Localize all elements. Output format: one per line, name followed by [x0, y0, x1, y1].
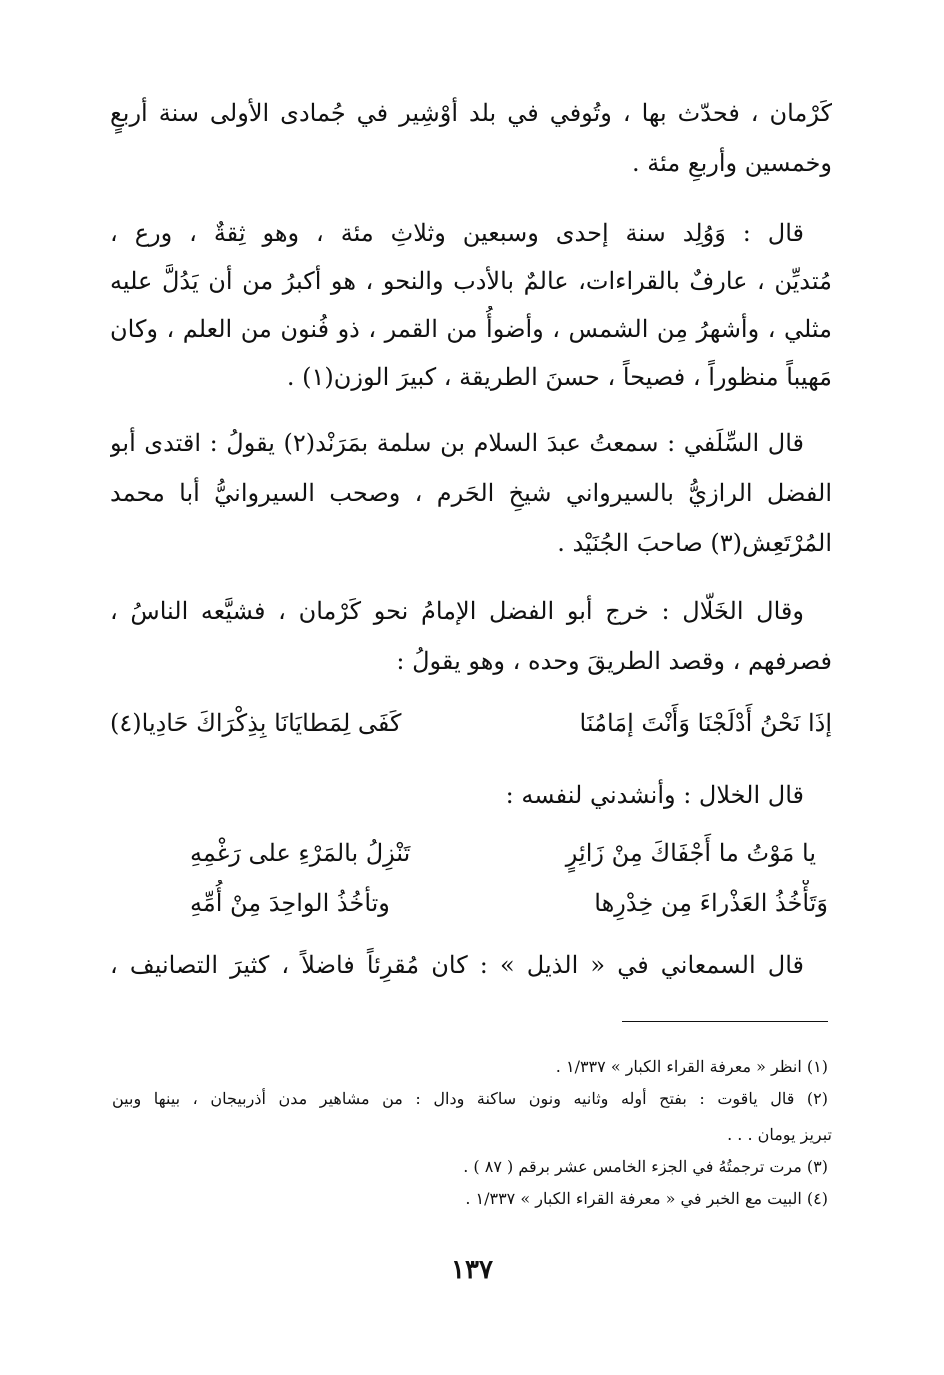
verse-1-first-hemistich: إذَا نَحْنُ أَدْلَجْنَا وَأَنْتَ إمَامُنَا — [579, 709, 832, 737]
footnote-2-line-1: (٢) قال ياقوت : بفتح أوله وثانيه ونون ساكنة ودال : من مشاهير مدن أذربيجان ، بينها وبين — [112, 1089, 828, 1108]
paragraph-3-line-3: المُرْتَعِش(٣) صاحبَ الجُنَيْد . — [557, 529, 832, 557]
paragraph-1-line-1: كَرْمان ، فحدّث بها ، وتُوفي في بلد أوْشِير في جُمادى الأولى سنة أربعٍ — [110, 99, 832, 127]
verse-2-first-hemistich: يا مَوْتُ ما أَجْفَاكَ مِنْ زَائِرٍ — [565, 839, 816, 867]
paragraph-2-line-2: مُتديِّن ، عارفٌ بالقراءات، عالمٌ بالأدب والنحو ، هو أكبرُ من أن يَدُلَّ عليه — [110, 267, 832, 295]
paragraph-4-line-2: فصرفهم ، وقصد الطريقَ وحده ، وهو يقولُ : — [396, 647, 832, 675]
page-number: ١٣٧ — [451, 1255, 493, 1285]
footnote-separator — [622, 1021, 828, 1022]
verse-1-second-hemistich: كَفَى لِمَطايَانَا بِذِكْرَاكَ حَادِيا(٤) — [110, 709, 402, 737]
paragraph-5: قال الخلال : وأنشدني لنفسه : — [505, 781, 804, 809]
paragraph-2-line-3: مثلي ، وأشهرُ مِن الشمس ، وأضوأُ من القمر ، ذو فُنون من العلم ، وكان — [110, 315, 832, 343]
footnote-3: (٣) مرت ترجمتُهُ في الجزء الخامس عشر برقم ( ٨٧ ) . — [463, 1157, 828, 1176]
verse-3-second-hemistich: وتأخُذُ الواحِدَ مِنْ أُمِّهِ — [190, 889, 390, 917]
footnote-2-line-2: تبريز يومان . . . — [727, 1125, 832, 1144]
paragraph-2-line-4: مَهيباً منظوراً ، فصيحاً ، حسنَ الطريقة ، كبيرَ الوزن(١) . — [286, 363, 832, 391]
paragraph-4-line-1: وقال الخَلّال : خرج أبو الفضل الإمامُ نحو كَرْمان ، فشيَّعه الناسُ ، — [110, 597, 804, 625]
paragraph-1-line-2: وخمسين وأربعِ مئة . — [631, 149, 832, 177]
footnote-1: (١) انظر « معرفة القراء الكبار » ١/٣٣٧ . — [555, 1057, 828, 1076]
verse-3-first-hemistich: وَتَأْخُذُ العَذْراءَ مِن خِدْرِها — [594, 889, 828, 917]
paragraph-3-line-1: قال السِّلَفي : سمعتُ عبدَ السلام بن سلمة بمَرَنْد(٢) يقولُ : اقتدى أبو — [110, 429, 804, 457]
verse-2-second-hemistich: تَنْزِلُ بالمَرْءِ على رَغْمِهِ — [190, 839, 411, 867]
paragraph-2-line-1: قال : وَوُلِد سنة إحدى وسبعين وثلاثِ مئة ، وهو ثِقةٌ ، ورع ، — [110, 219, 804, 247]
footnote-4: (٤) البيت مع الخبر في « معرفة القراء الكبار » ١/٣٣٧ . — [465, 1189, 828, 1208]
paragraph-6: قال السمعاني في « الذيل » : كان مُقرِئاً فاضلاً ، كثيرَ التصانيف ، — [110, 951, 804, 979]
paragraph-3-line-2: الفضل الرازيُّ بالسيرواني شيخِ الحَرم ، وصحب السيروانيُّ أبا محمد — [110, 479, 832, 507]
